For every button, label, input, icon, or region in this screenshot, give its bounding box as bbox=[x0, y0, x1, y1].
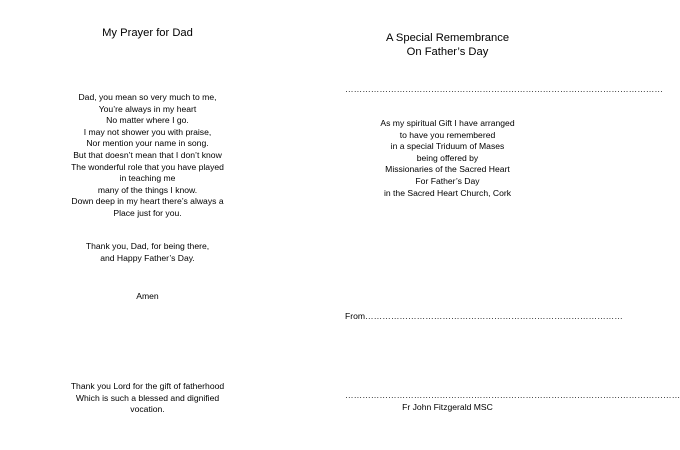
gift-line: to have you remembered bbox=[399, 129, 496, 140]
prayer-title: My Prayer for Dad bbox=[102, 27, 193, 39]
thanks-line: and Happy Father’s Day. bbox=[100, 252, 195, 263]
left-panel bbox=[40, 0, 255, 450]
remembrance-title-line: A Special Remembrance bbox=[385, 32, 510, 44]
gift-line: in a special Triduum of Mases bbox=[390, 141, 505, 152]
gift-line: in the Sacred Heart Church, Cork bbox=[383, 187, 512, 198]
thanks-verse bbox=[40, 241, 255, 264]
prayer-line: But that doesn’t mean that I don’t know bbox=[73, 149, 222, 160]
prayer-line: many of the things I know. bbox=[97, 184, 198, 195]
prayer-verse bbox=[40, 92, 255, 220]
remembrance-title bbox=[345, 31, 550, 59]
recipient-name-line: ………………………………………………………………………………………………… bbox=[345, 84, 663, 94]
remembrance-title-line: On Father’s Day bbox=[406, 46, 489, 58]
gift-text bbox=[345, 118, 550, 199]
prayer-line: Dad, you mean so very much to me, bbox=[78, 92, 217, 102]
gift-line: being offered by bbox=[416, 152, 479, 163]
amen-text: Amen bbox=[136, 291, 159, 301]
prayer-line: Nor mention your name in song. bbox=[86, 138, 209, 149]
signature-line: ……………………………………………………………………………………………………… bbox=[345, 390, 680, 400]
prayer-line: You’re always in my heart bbox=[98, 103, 197, 114]
prayer-line: No matter where I go. bbox=[106, 115, 189, 126]
signer-name: Fr John Fitzgerald MSC bbox=[402, 402, 493, 412]
closing-line: vocation. bbox=[130, 404, 165, 415]
gift-line: As my spiritual Gift I have arranged bbox=[380, 118, 515, 128]
thanks-line: Thank you, Dad, for being there, bbox=[85, 241, 210, 251]
prayer-line: Place just for you. bbox=[113, 207, 182, 218]
prayer-line: Down deep in my heart there’s always a bbox=[71, 196, 224, 207]
gift-line: For Father’s Day bbox=[415, 175, 480, 186]
prayer-line: I may not shower you with praise, bbox=[83, 126, 212, 137]
prayer-line: in teaching me bbox=[119, 173, 176, 184]
right-panel bbox=[345, 0, 680, 450]
closing-line: Thank you Lord for the gift of fatherhood bbox=[70, 381, 225, 391]
prayer-line: The wonderful role that you have played bbox=[71, 161, 224, 172]
gift-line: Missionaries of the Sacred Heart bbox=[385, 164, 510, 175]
from-line: From……………………………………………………………………………… bbox=[345, 311, 623, 321]
closing-line: Which is such a blessed and dignified bbox=[75, 392, 220, 403]
closing-verse bbox=[40, 381, 255, 416]
